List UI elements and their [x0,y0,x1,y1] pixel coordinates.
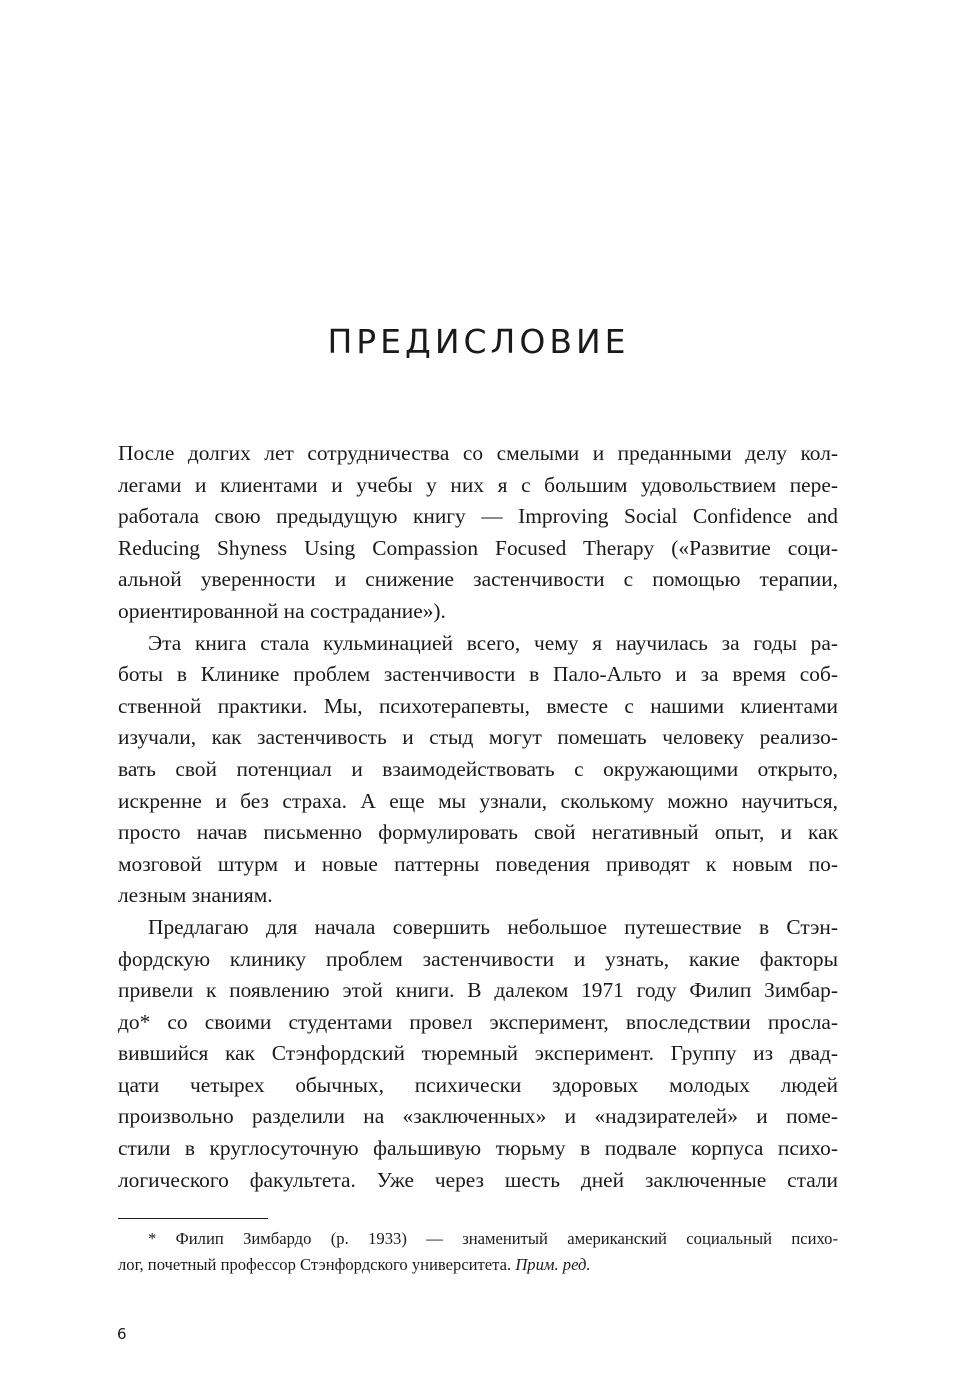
text-line: После долгих лет сотрудничества со смелыми и преданными делу кол- [118,441,838,465]
text-line: альной уверенности и снижение застенчивости с помощью терапии, [118,567,838,592]
body-text [118,438,838,1196]
text-line: мозговой штурм и новые паттерны поведения приводят к новым по- [118,851,838,876]
text-line: логического факультета. Уже через шесть дней заключенные стали [118,1167,838,1192]
text-line: привели к появлению этой книги. В далеком 1971 году Филип Зимбар- [118,978,838,1003]
paragraph-1 [118,438,838,628]
text-line: легами и клиентами и учебы у них я с большим удовольствием пере- [118,472,838,497]
text-line: ориентированной на сострадание»). [118,598,446,623]
text-line: искренне и без страха. А еще мы узнали, сколькому можно научиться, [118,788,838,813]
paragraph-3 [118,912,838,1196]
text-line: фордскую клинику проблем застенчивости и узнать, какие факторы [118,946,838,971]
text-line: боты в Клинике проблем застенчивости в Пало-Альто и за время соб- [118,662,838,687]
text-line: Предлагаю для начала совершить небольшое путешествие в Стэн- [148,914,838,939]
text-line: произвольно разделили на «заключенных» и «надзирателей» и поме- [118,1104,838,1129]
text-line: стили в круглосуточную фальшивую тюрьму в подвале корпуса психо- [118,1136,838,1161]
editor-note: Прим. ред. [515,1255,591,1274]
text-line: изучали, как застенчивость и стыд могут помешать человеку реализо- [118,725,838,750]
footnote-line: * Филип Зимбардо (р. 1933) — знаменитый американский социальный психо- [148,1229,838,1248]
text-line: работала свою предыдущую книгу — Improving Social Confidence and [118,504,838,529]
footnote-text: лог, почетный профессор Стэнфордского университета. [118,1255,512,1274]
footnote-divider [118,1218,268,1219]
footnote-line-last [118,1252,838,1278]
page-number: 6 [117,1325,127,1343]
footnote [118,1226,838,1278]
text-line: ственной практики. Мы, психотерапевты, вместе с нашими клиентами [118,693,838,718]
page-title: ПРЕДИСЛОВИЕ [327,322,630,361]
text-line: до* со своими студентами провел эксперимент, впоследствии просла- [118,1009,838,1034]
text-line: вившийся как Стэнфордский тюремный эксперимент. Группу из двад- [118,1041,838,1066]
text-line: Reducing Shyness Using Compassion Focused Therapy («Развитие соци- [118,535,838,560]
text-line: лезным знаниям. [118,883,273,908]
paragraph-2 [118,628,838,912]
text-line: просто начав письменно формулировать свой негативный опыт, и как [118,820,838,845]
text-line: цати четырех обычных, психически здоровых молодых людей [118,1072,838,1097]
text-line: Эта книга стала кульминацией всего, чему я научилась за годы ра- [148,630,838,655]
text-line: вать свой потенциал и взаимодействовать с окружающими открыто, [118,756,838,781]
